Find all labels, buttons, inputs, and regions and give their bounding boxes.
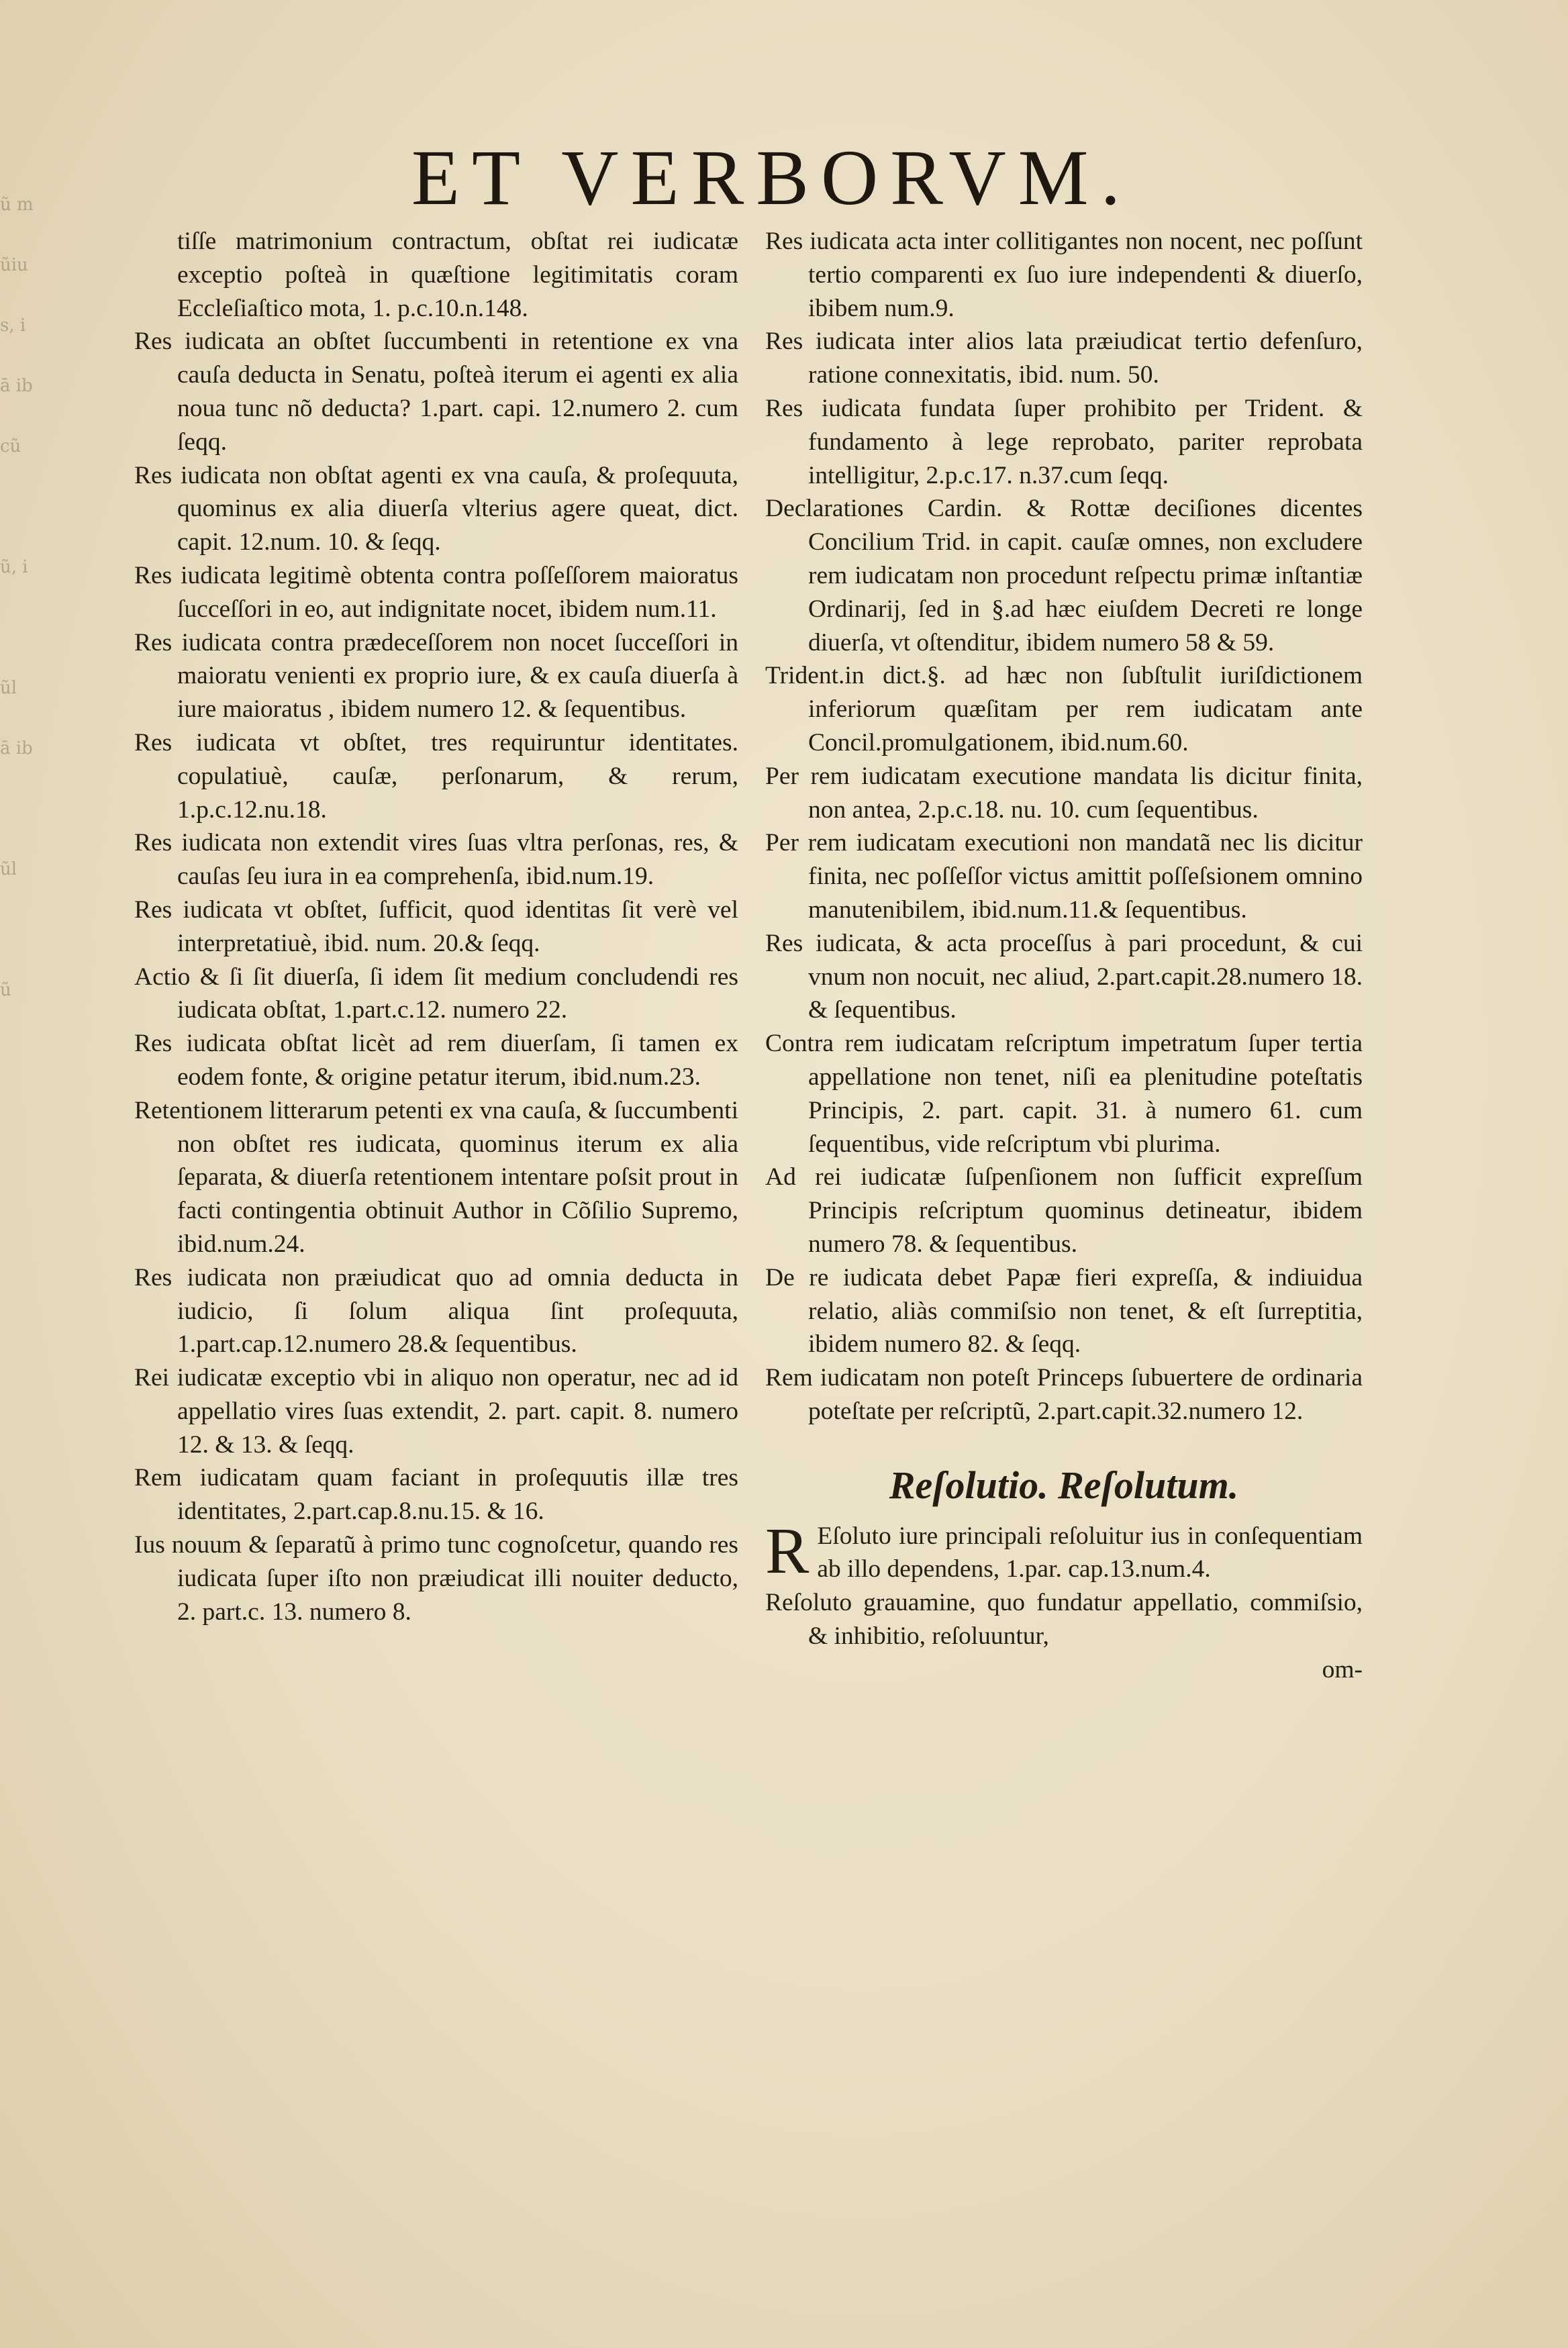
section-second-paragraph: Reſoluto grauamine, quo fundatur appellatio, commiſsio, & inhibitio, reſoluuntur, [765, 1589, 1363, 1651]
index-entry: Res iudicata non præiudicat quo ad omnia deducta in iudicio, ſi ſolum aliqua ſint proſequuta, 1.part.cap.12.numero 28.& ſequentibus. [134, 1263, 738, 1359]
index-entry: Res iudicata non extendit vires ſuas vltra perſonas, res, & cauſas ſeu iura in ea comprehenſa, ibid.num.19. [134, 829, 738, 891]
index-entry: Declarationes Cardin. & Rottæ deciſiones dicentes Concilium Trid. in capit. cauſæ omnes, non excludere rem iudicatam non procedunt reſpectu primæ inſtantiæ Ordinarij, ſed in §.ad hæc eiuſdem Decreti re longe diuerſa, vt oſtenditur, ibidem numero 58 & 59. [765, 495, 1363, 656]
drop-cap: R [765, 1514, 810, 1587]
bleed-fragment: cũ [0, 436, 21, 456]
index-entry: Res iudicata, & acta proceſſus à pari procedunt, & cui vnum non nocuit, nec aliud, 2.part.capit.28.numero 18. & ſequentibus. [765, 929, 1363, 1024]
index-entry: Trident.in dict.§. ad hæc non ſubſtulit iuriſdictionem inferiorum quæſitam per rem iudicatam ante Concil.promulgationem, ibid.num.60. [765, 662, 1363, 756]
facing-page-bleed [0, 175, 47, 2188]
section-first-paragraph-text: Eſoluto iure principali reſoluitur ius in conſequentiam ab illo dependens, 1.par. cap.13.num.4. [817, 1522, 1363, 1583]
section-first-paragraph [765, 1514, 1363, 1587]
catchword: om- [1322, 1655, 1363, 1683]
index-entry: Res iudicata obſtat licèt ad rem diuerſam, ſi tamen ex eodem fonte, & origine petatur iterum, ibid.num.23. [134, 1030, 738, 1091]
index-entry: Rem iudicatam quam faciant in proſequutis illæ tres identitates, 2.part.cap.8.nu.15. & 16. [134, 1464, 738, 1526]
bleed-fragment [0, 477, 47, 537]
index-entry: Res iudicata legitimè obtenta contra poſſeſſorem maioratus ſucceſſori in eo, aut indignitate nocet, ibidem num.11. [134, 561, 738, 623]
index-entry: Actio & ſi ſit diuerſa, ſi idem ſit medium concludendi res iudicata obſtat, 1.part.c.12. numero 22. [134, 963, 738, 1024]
index-entry: Res iudicata fundata ſuper prohibito per Trident. & fundamento à lege reprobato, pariter reprobata intelligitur, 2.p.c.17. n.37.cum ſeqq. [765, 394, 1363, 489]
index-entry: Retentionem litterarum petenti ex vna cauſa, & ſuccumbenti non obſtet res iudicata, quominus iterum ex alia ſeparata, & diuerſa retentionem intentare poſsit prout in facti contingentia obtinuit Author in Cõſilio Supremo, ibid.num.24. [134, 1096, 738, 1258]
index-entry: De re iudicata debet Papæ fieri expreſſa, & indiuidua relatio, aliàs commiſsio non tenet, & eſt ſurreptitia, ibidem numero 82. & ſeqq. [765, 1263, 1363, 1359]
left-column [134, 225, 738, 1628]
index-entry: Rei iudicatæ exceptio vbi in aliquo non operatur, nec ad id appellatio vires ſuas extendit, 2. part. capit. 8. numero 12. & 13. & ſeqq. [134, 1364, 738, 1459]
bleed-fragment: ũl [0, 859, 17, 879]
index-entry: Res iudicata acta inter collitigantes non nocent, nec poſſunt tertio comparenti ex ſuo iure independenti & diuerſo, ibibem num.9. [765, 228, 1363, 322]
bleed-fragment [0, 779, 47, 839]
index-entry: Ius nouum & ſeparatũ à primo tunc cognoſcetur, quando res iudicata ſuper iſto non præiudicat illi nouiter deducto, 2. part.c. 13. numero 8. [134, 1531, 738, 1626]
bleed-fragment: ũ, i [0, 557, 28, 577]
bleed-fragment [0, 899, 47, 960]
index-entry: Ad rei iudicatæ ſuſpenſionem non ſufficit expreſſum Principis reſcriptum quominus detineatur, ibidem numero 78. & ſequentibus. [765, 1163, 1363, 1258]
running-header: ET VERBORVM. [411, 134, 1133, 222]
bleed-fragment: ũ m [0, 195, 34, 215]
bleed-fragment: s, i [0, 315, 26, 336]
index-entry: Res iudicata contra prædeceſſorem non nocet ſucceſſori in maioratu venienti ex proprio iure, & ex cauſa diuerſa à iure maioratus , ibidem numero 12. & ſequentibus. [134, 628, 738, 724]
index-entry: Per rem iudicatam executioni non mandatã nec lis dicitur finita, nec poſſeſſor victus amittit poſſeſsionem omnino manutenibilem, ibid.num.11.& ſequentibus. [765, 829, 1363, 924]
bleed-fragment: ā ib [0, 738, 33, 759]
index-entry: Res iudicata vt obſtet, tres requiruntur identitates. copulatiuè, cauſæ, perſonarum, & rerum, 1.p.c.12.nu.18. [134, 728, 738, 824]
bleed-fragment: ũ [0, 980, 11, 1000]
index-entry: Res iudicata inter alios lata præiudicat tertio defenſuro, ratione connexitatis, ibid. num. 50. [765, 328, 1363, 389]
section-heading: Reſolutio. Reſolutum. [889, 1463, 1239, 1507]
right-column-entries [765, 225, 1363, 1428]
index-entry: Res iudicata non obſtat agenti ex vna cauſa, & proſequuta, quominus ex alia diuerſa vlterius agere queat, dict. capit. 12.num. 10. & ſeqq. [134, 461, 738, 556]
index-entry: Per rem iudicatam executione mandata lis dicitur finita, non antea, 2.p.c.18. nu. 10. cum ſequentibus. [765, 762, 1363, 824]
index-entry: Rem iudicatam non poteſt Princeps ſubuertere de ordinaria poteſtate per reſcriptũ, 2.part.capit.32.numero 12. [765, 1364, 1363, 1425]
index-entry: Contra rem iudicatam reſcriptum impetratum ſuper tertia appellatione non tenet, niſi ea plenitudine poteſtatis Principis, 2. part. capit. 31. à numero 61. cum ſequentibus, vide reſcriptum vbi plurima. [765, 1030, 1363, 1158]
index-entry: Res iudicata an obſtet ſuccumbenti in retentione ex vna cauſa deducta in Senatu, poſteà iterum ei agenti ex alia noua tunc nõ deducta? 1.part. capi. 12.numero 2. cum ſeqq. [134, 328, 738, 456]
index-entry: tiſſe matrimonium contractum, obſtat rei iudicatæ exceptio poſteà in quæſtione legitimitatis coram Eccleſiaſtico mota, 1. p.c.10.n.148. [177, 228, 738, 322]
right-column [765, 225, 1363, 1687]
bleed-fragment: ā ib [0, 376, 33, 396]
index-entry: Res iudicata vt obſtet, ſufficit, quod identitas ſit verè vel interpretatiuè, ibid. num. 20.& ſeqq. [134, 895, 738, 957]
bleed-fragment: ũiu [0, 255, 28, 275]
bleed-fragment [0, 597, 47, 658]
bleed-fragment [0, 1020, 47, 1081]
bleed-fragment: ũl [0, 678, 17, 698]
